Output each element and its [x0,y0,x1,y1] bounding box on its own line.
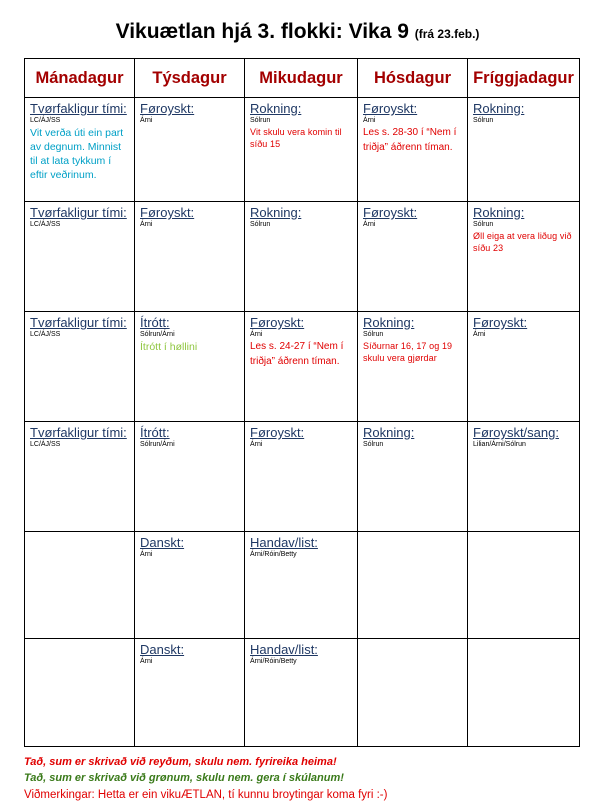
subject-label: Føroyskt: [363,101,418,116]
week-plan-body [25,98,580,747]
schedule-cell [135,98,245,202]
teacher-label: Árni/Róin/Betty [250,658,297,665]
table-row [25,639,580,747]
subject-label: Handav/list: [250,535,318,550]
subject-label: Tvørfakligur tími: [30,205,127,220]
assignment-note: Les s. 28-30 í “Nem í triðja” áðrenn tíman. [363,127,457,153]
teacher-label: Árni [140,221,153,228]
schedule-cell [135,202,245,312]
day-header: Mánadagur [25,59,135,98]
schedule-cell [245,312,358,422]
day-header-row [25,59,580,98]
teacher-label: Árni [363,221,376,228]
assignment-note: Ítrótt í høllini [140,341,198,353]
subject-label: Tvørfakligur tími: [30,425,127,440]
teacher-label: Sólrun [473,221,494,228]
schedule-cell [25,422,135,532]
teacher-label: LC/ÁJ/SS [30,441,61,448]
teacher-label: Sólrun [363,441,384,448]
teacher-label: Árni [473,331,486,338]
teacher-label: Árni [140,658,153,665]
schedule-cell [25,312,135,422]
schedule-cell [468,98,580,202]
subject-label: Føroyskt/sang: [473,425,559,440]
day-header: Týsdagur [135,59,245,98]
subject-label: Føroyskt: [140,101,195,116]
subject-label: Tvørfakligur tími: [30,101,127,116]
subject-label: Danskt: [140,642,185,657]
subject-label: Rokning: [363,315,415,330]
subject-label: Føroyskt: [250,425,305,440]
subject-label: Ítrótt: [140,315,170,330]
week-plan-table [24,58,580,747]
teacher-label: Árni [140,551,153,558]
title-main: Vikuætlan hjá 3. flokki: Vika 9 [115,20,409,43]
day-header: Mikudagur [245,59,358,98]
teacher-label: Sólrun [250,117,271,124]
schedule-cell [468,202,580,312]
table-row [25,98,580,202]
schedule-cell [358,422,468,532]
table-row [25,532,580,639]
schedule-cell [358,532,468,639]
teacher-label: Árni [250,441,263,448]
teacher-label: Árni/Róin/Betty [250,551,297,558]
subject-label: Rokning: [363,425,415,440]
teacher-label: LC/ÁJ/SS [30,221,61,228]
subject-label: Rokning: [473,101,525,116]
subject-label: Ítrótt: [140,425,170,440]
teacher-label: Sólrun [250,221,271,228]
schedule-cell [358,98,468,202]
teacher-label: Árni [363,117,376,124]
schedule-cell [468,639,580,747]
subject-label: Føroyskt: [250,315,305,330]
schedule-cell [135,422,245,532]
red-note-legend: Tað, sum er skrivað við reyðum, skulu nem. fyrireika heima! [24,756,337,768]
assignment-note: Vit verða úti ein part av degnum. Minnist til at lata tykkum í eftir veðrinum. [30,127,124,181]
subject-label: Rokning: [250,101,302,116]
schedule-cell [358,639,468,747]
day-header: Fríggjadagur [468,59,580,98]
table-row [25,422,580,532]
teacher-label: Sólrun/Árni [140,331,175,338]
schedule-cell [135,639,245,747]
teacher-label: Árni [140,117,153,124]
schedule-cell [25,202,135,312]
schedule-cell [245,98,358,202]
assignment-note: Síðurnar 16, 17 og 19 skulu vera gjørdar [363,341,453,363]
green-note-legend: Tað, sum er skrivað við grønum, skulu nem. gera í skúlanum! [24,772,344,784]
subject-label: Handav/list: [250,642,318,657]
schedule-cell [468,312,580,422]
subject-label: Føroyskt: [363,205,418,220]
teacher-label: Sólrun [473,117,494,124]
assignment-note: Vit skulu vera komin til síðu 15 [250,127,342,149]
assignment-note: Øll eiga at vera liðug við síðu 23 [473,231,572,253]
teacher-label: Sólrun/Árni [140,441,175,448]
assignment-note: Les s. 24-27 í “Nem í triðja” áðrenn tíman. [250,341,344,367]
teacher-label: Lilian/Árni/Sólrun [473,441,526,448]
page-title [0,20,595,44]
schedule-cell [135,312,245,422]
table-row [25,312,580,422]
schedule-cell [135,532,245,639]
schedule-cell [245,532,358,639]
day-header: Hósdagur [358,59,468,98]
schedule-cell [25,639,135,747]
schedule-cell [358,312,468,422]
subject-label: Føroyskt: [140,205,195,220]
teacher-label: Árni [250,331,263,338]
remarks: Viðmerkingar: Hetta er ein vikuÆTLAN, tí kunnu broytingar koma fyri :-) [24,789,388,801]
schedule-cell [358,202,468,312]
schedule-cell [468,422,580,532]
schedule-cell [25,98,135,202]
schedule-cell [245,202,358,312]
subject-label: Danskt: [140,535,185,550]
subject-label: Rokning: [250,205,302,220]
title-date: (frá 23.feb.) [414,27,480,41]
subject-label: Føroyskt: [473,315,528,330]
teacher-label: Sólrun [363,331,384,338]
subject-label: Rokning: [473,205,525,220]
schedule-cell [245,422,358,532]
teacher-label: LC/ÁJ/SS [30,117,61,124]
table-row [25,202,580,312]
schedule-cell [468,532,580,639]
schedule-cell [25,532,135,639]
teacher-label: LC/ÁJ/SS [30,331,61,338]
schedule-cell [245,639,358,747]
subject-label: Tvørfakligur tími: [30,315,127,330]
